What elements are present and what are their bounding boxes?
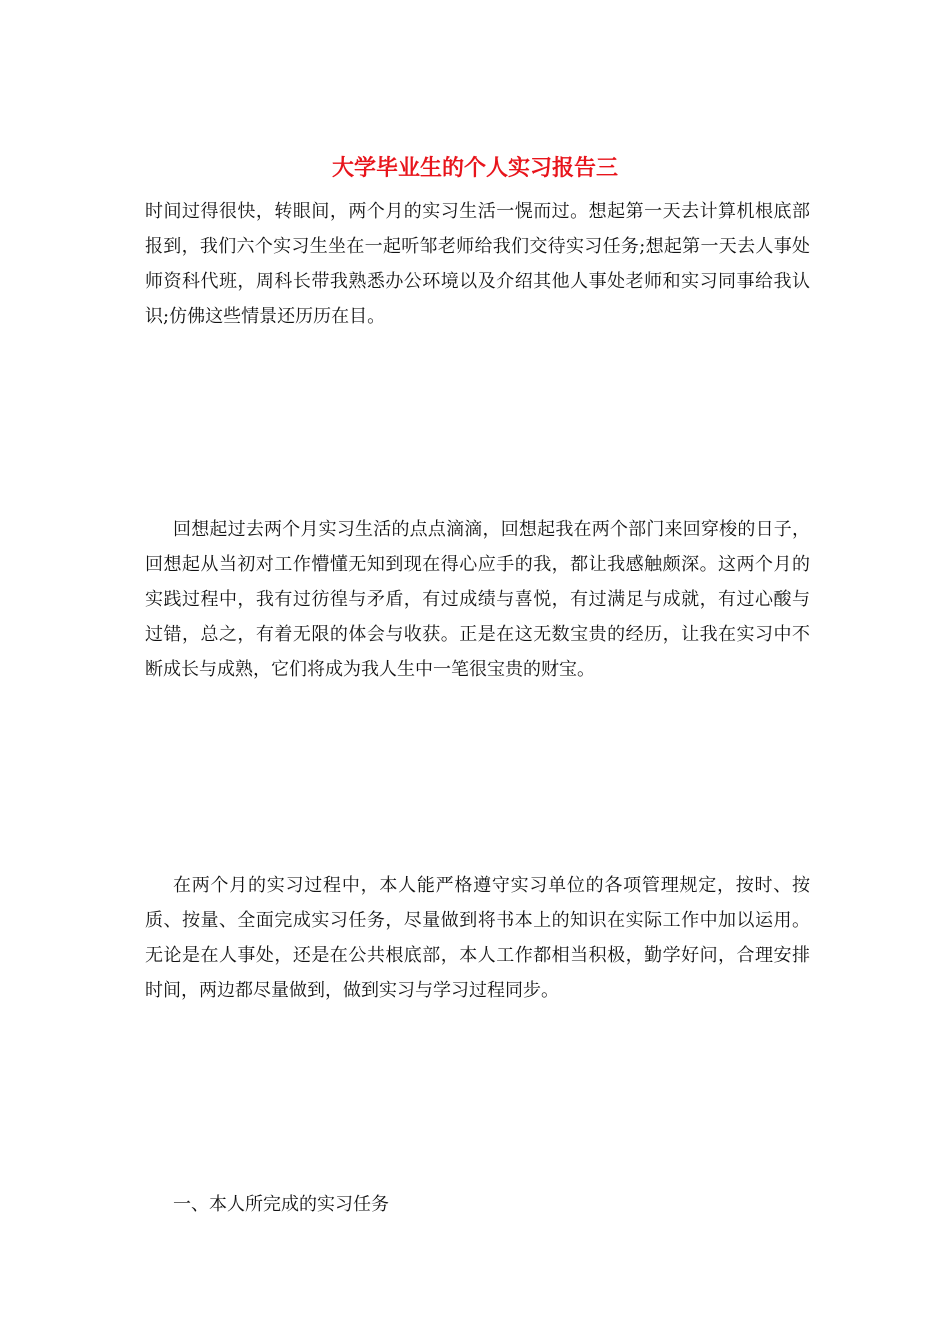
section-heading: 一、本人所完成的实习任务 — [173, 1194, 389, 1215]
document-title: 大学毕业生的个人实习报告三 — [331, 155, 618, 181]
paragraph-2: 回想起过去两个月实习生活的点点滴滴，回想起我在两个部门来回穿梭的日子，回想起从当初对工作懵懂无知到现在得心应手的我，都让我感触颇深。这两个月的实践过程中，我有过彷徨与矛盾，有过成绩与喜悦，有过满足与成就，有过心酸与过错，总之，有着无限的体会与收获。正是在这无数宝贵的经历，让我在实习中不断成长与成熟，它们将成为我人生中一笔很宝贵的财宝。 — [145, 519, 810, 680]
paragraph-1: 时间过得很快，转眼间，两个月的实习生活一愰而过。想起第一天去计算机根底部报到，我们六个实习生坐在一起听邹老师给我们交待实习任务;想起第一天去人事处师资科代班，周科长带我熟悉办公环境以及介绍其他人事处老师和实习同事给我认识;仿佛这些情景还历历在目。 — [145, 201, 810, 327]
paragraph-3: 在两个月的实习过程中，本人能严格遵守实习单位的各项管理规定，按时、按质、按量、全面完成实习任务，尽量做到将书本上的知识在实际工作中加以运用。无论是在人事处，还是在公共根底部，本人工作都相当积极，勤学好问，合理安排时间，两边都尽量做到，做到实习与学习过程同步。 — [145, 875, 810, 1001]
